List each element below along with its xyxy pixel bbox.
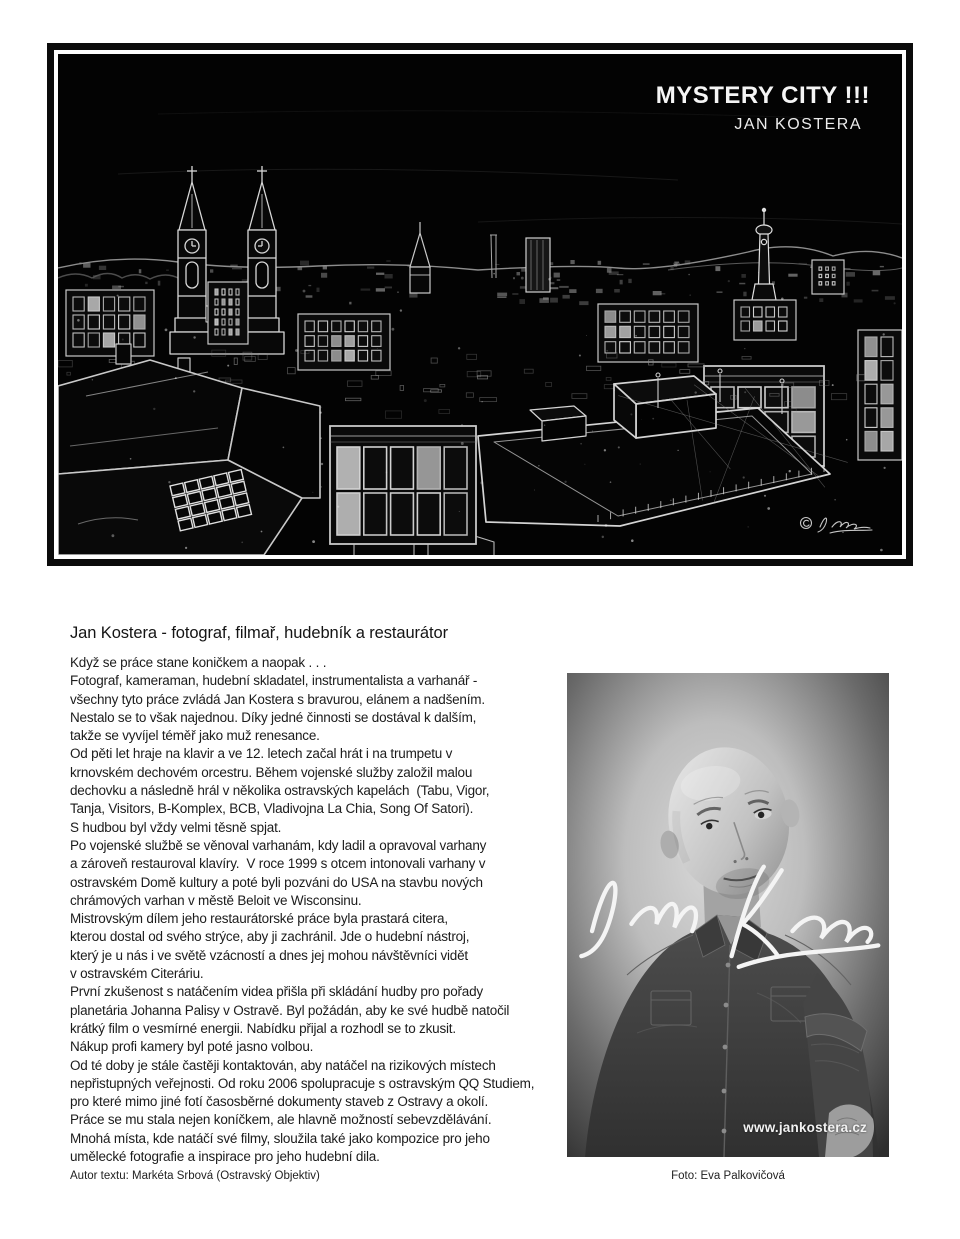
article-line: Nestalo se to však najednou. Díky jedné činnosti se dostával k dalším, [70,709,477,725]
article-line: ostravském Domě kultury a poté byli pozváni do USA na stavbu nových [70,874,483,890]
article-line: Když se práce stane koničkem a naopak . . . [70,655,327,670]
article-heading: Jan Kostera - fotograf, filmař, hudebník a restaurátor [70,624,448,642]
photo-signature-icon [567,673,889,1157]
article-line: Mistrovským dílem jeho restaurátorské práce byla prastará citera, [70,911,448,927]
article-line: pro které mimo jiné fotí časosběrné dokumenty staveb z Ostravy a okolí. [70,1094,488,1110]
article-line: Od pěti let hraje na klavir a ve 12. letech začal hrát i na trumpetu v [70,746,453,762]
article-line: v ostravském Citeráriu. [70,966,204,982]
article-line: umělecké fotografie a inspirace pro jeho hudební dila. [70,1149,380,1165]
article-line: planetária Johanna Palisy v Ostravě. Byl požádán, aby ke své hudbě natočil [70,1002,510,1018]
article-line: krátký film o vesmírné energii. Nabídku přijal a rozhodl se to zkusit. [70,1020,456,1036]
article-line: který je u nás i ve světě vzácností a dnes jej mohou návštěvníci vidět [70,947,468,963]
artwork-title: MYSTERY CITY !!! [655,82,870,109]
article-line: Mnohá místa, kde natáčí své filmy, sloužila také jako kompozice pro jeho [70,1130,490,1146]
article-line: S hudbou byl vždy velmi těsně spjat. [70,819,282,835]
article-line: Práce se mu stala nejen koníčkem, ale hlavně možností sebevzdělávání. [70,1112,492,1128]
article-line: Fotograf, kameraman, hudební skladatel, instrumentalista a varhanář - [70,673,478,689]
article-line: První zkušenost s natáčením videa přišla při skládání hudby pro pořady [70,984,483,1000]
article-line: nepřistupných veřejnosti. Od roku 2006 spolupracuje s ostravským QQ Studiem, [70,1075,535,1091]
framed-artwork [47,43,913,566]
website-label: www.jankostera.cz [743,1120,867,1135]
portrait-photo [567,673,889,1157]
article-line: a zároveň restauroval klavíry. V roce 1999 s otcem intonovali varhany v [70,856,486,872]
article-line: takže se vyvíjel téměř jako muž renesance. [70,728,320,744]
article-line: dechovku a následně hrál v několika ostravských kapelách (Tabu, Vigor, [70,783,490,799]
artwork-subtitle: JAN KOSTERA [734,116,862,133]
article-line: krnovském dechovém orcestru. Během vojenské služby založil malou [70,764,473,780]
artwork-canvas [54,50,906,559]
article-line: Nákup profi kamery byl poté jasno volbou. [70,1039,314,1055]
text-author-credit: Autor textu: Markéta Srbová (Ostravský Objektiv) [70,1170,320,1182]
article-line: Po vojenské službě se věnoval varhanám, kdy ladil a opravoval varhany [70,837,487,853]
article-line: všechny tyto práce zvládá Jan Kostera s bravurou, elánem a nadšením. [70,691,485,707]
article-line: Od té doby je stále častěji kontaktován, aby natáčel na rizikových místech [70,1057,496,1073]
article-body [70,654,572,1166]
article-line: chrámových varhan v městě Beloit ve Wisconsinu. [70,892,362,908]
photo-author-credit: Foto: Eva Palkovičová [671,1170,785,1182]
article-line: Tanja, Visitors, B-Komplex, BCB, Vladivojna La Chia, Song Of Satori). [70,801,474,817]
article-line: kterou dostal od svého strýce, aby ji zachránil. Jde o hudební nástroj, [70,929,470,945]
